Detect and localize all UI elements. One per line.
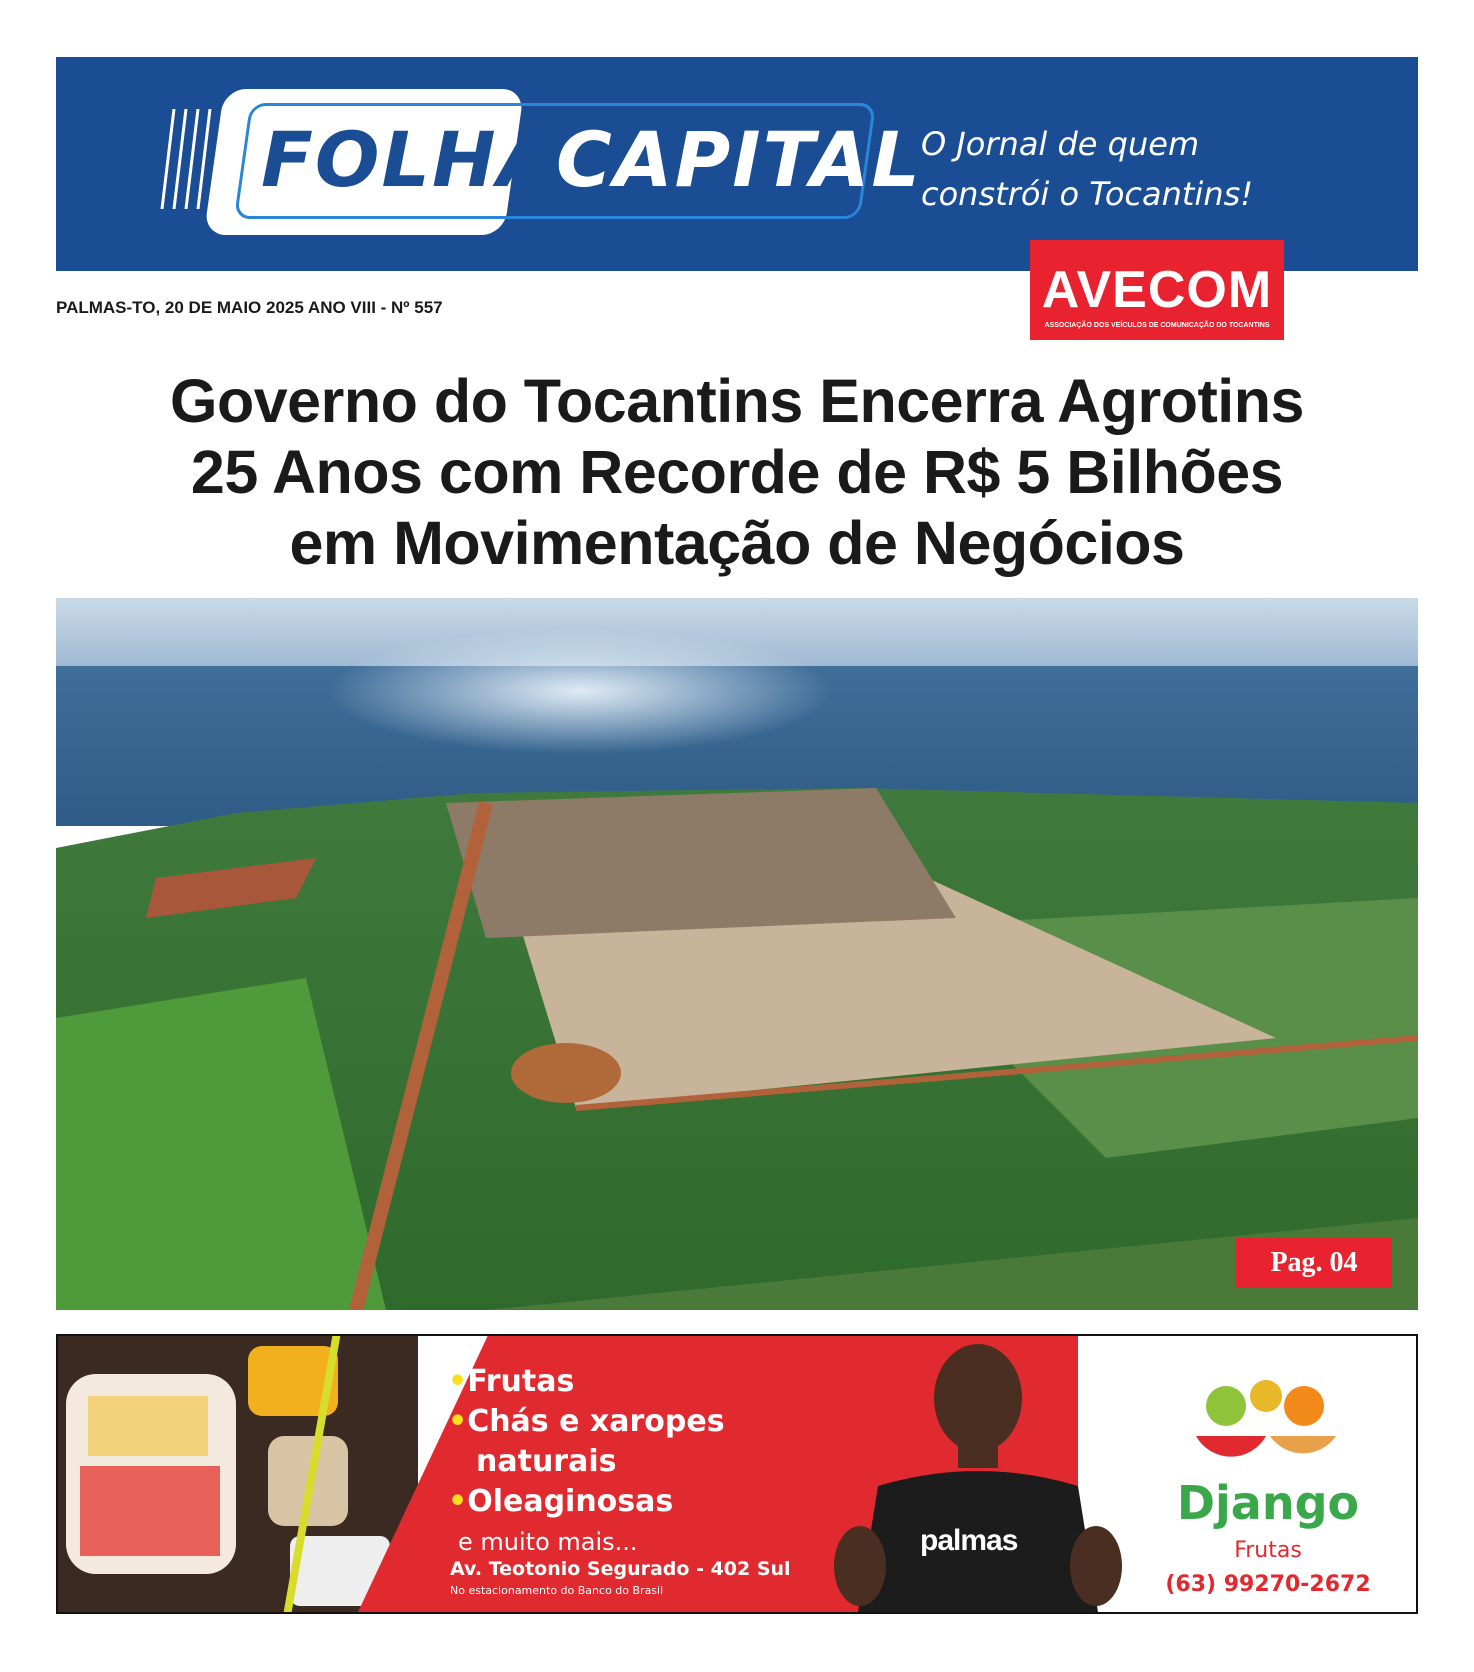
- headline: [20, 366, 1454, 579]
- avecom-subtitle: ASSOCIAÇÃO DOS VEÍCULOS DE COMUNICAÇÃO DO TOCANTINS: [1044, 322, 1270, 329]
- logo-capital: CAPITAL: [556, 115, 922, 204]
- logo-folha: FOLHA: [261, 115, 559, 204]
- headline-line3: em Movimentação de Negócios: [289, 509, 1185, 577]
- ad-address: Av. Teotonio Segurado - 402 Sul: [450, 1558, 791, 1580]
- ad-address-note: No estacionamento do Banco do Brasil: [450, 1584, 664, 1597]
- tagline-line1: O Jornal de quem: [921, 125, 1200, 163]
- ad-item-oleaginosas: •Oleaginosas: [448, 1484, 674, 1519]
- ad-brand-sub: Frutas: [1234, 1538, 1302, 1563]
- avecom-badge: [1030, 240, 1284, 340]
- avecom-name: AVECOM: [1041, 261, 1273, 319]
- tagline-line2: constrói o Tocantins!: [921, 175, 1254, 213]
- masthead: [56, 57, 1418, 271]
- page-reference: Pag. 04: [1236, 1238, 1392, 1288]
- ad-phone: (63) 99270-2672: [1165, 1572, 1371, 1597]
- fruit-photos: [58, 1336, 418, 1612]
- advertisement: [56, 1334, 1418, 1614]
- django-fruit-logo: [1186, 1376, 1346, 1486]
- ad-item-frutas: •Frutas: [448, 1364, 575, 1399]
- ad-more: e muito mais...: [458, 1528, 638, 1556]
- ad-item-naturais: naturais: [476, 1444, 617, 1479]
- ad-item-chas: •Chás e xaropes: [448, 1404, 725, 1439]
- headline-line2: 25 Anos com Recorde de R$ 5 Bilhões: [190, 438, 1284, 506]
- issue-line: PALMAS-TO, 20 DE MAIO 2025 ANO VIII - Nº 557: [56, 298, 443, 317]
- ad-person-photo: [818, 1336, 1138, 1612]
- ad-product-list: [448, 1362, 725, 1562]
- aerial-photo: [56, 598, 1418, 1310]
- logo-stripes: [156, 109, 216, 219]
- headline-line1: Governo do Tocantins Encerra Agrotins: [170, 367, 1304, 435]
- ad-brand-name: Django: [1176, 1476, 1360, 1530]
- ad-shirt-text: palmas: [920, 1524, 1018, 1557]
- tagline: [921, 119, 1253, 219]
